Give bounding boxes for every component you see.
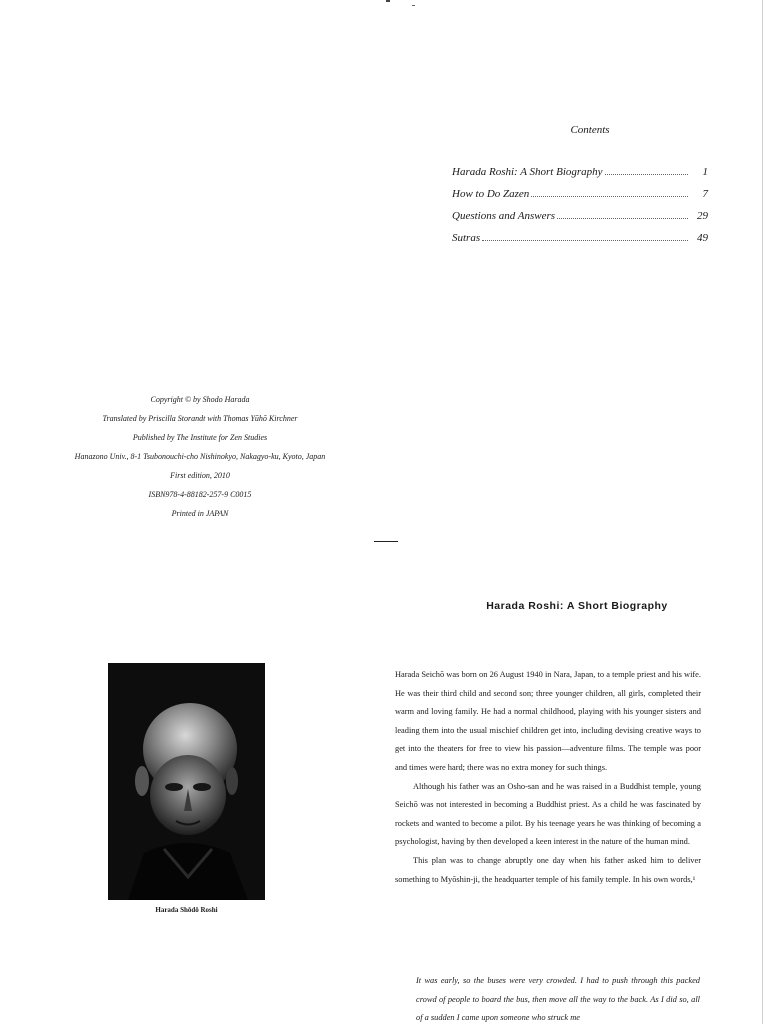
- page-divider: [374, 541, 398, 542]
- biography-heading: Harada Roshi: A Short Biography: [486, 600, 668, 612]
- page-mark: [386, 0, 390, 2]
- isbn-line: ISBN978-4-88182-257-9 C0015: [148, 490, 252, 499]
- translator-line: Translated by Priscilla Storandt with Thomas Yūhō Kirchner: [102, 414, 298, 423]
- biography-body: [395, 666, 701, 889]
- toc-leader-dots: [482, 240, 688, 241]
- toc-entry-page: 49: [697, 232, 708, 244]
- copyright-line: Copyright © by Shodo Harada: [150, 395, 250, 404]
- toc-entry-sutras[interactable]: [452, 232, 708, 254]
- toc-entry-page: 1: [702, 166, 708, 178]
- photo-caption: Harada Shōdō Roshi: [155, 906, 218, 914]
- toc-entry-zazen[interactable]: [452, 188, 708, 210]
- toc-entry-questions[interactable]: [452, 210, 708, 232]
- page-mark: [412, 5, 415, 6]
- toc-leader-dots: [605, 174, 688, 175]
- portrait-photo: [108, 663, 265, 900]
- toc-entry-title: Sutras: [452, 232, 481, 244]
- toc-entry-page: 29: [697, 210, 708, 222]
- toc-entry-page: 7: [702, 188, 708, 200]
- toc-leader-dots: [531, 196, 688, 197]
- scan-edge: [762, 0, 763, 1024]
- biography-paragraph: Harada Seichō was born on 26 August 1940 in Nara, Japan, to a temple priest and his wife. He was their third child and second son; three younger children, all girls, completed their warm and loving family. He had a normal childhood, playing with his younger sisters and leading them into the usual mischief children get into, including devising creative ways to get into the theaters for free to view his passion—adventure films. The temple was poor and times were hard; there was no extra money for such things.: [395, 670, 701, 772]
- copyright-block: [40, 390, 360, 523]
- address-line: Hanazono Univ., 8-1 Tsubonouchi-cho Nishinokyo, Nakagyo-ku, Kyoto, Japan: [74, 452, 326, 461]
- contents-heading: Contents: [570, 124, 610, 136]
- table-of-contents: [452, 166, 708, 254]
- toc-entry-biography[interactable]: [452, 166, 708, 188]
- toc-entry-title: Questions and Answers: [452, 210, 556, 222]
- toc-entry-title: Harada Roshi: A Short Biography: [452, 166, 603, 178]
- biography-paragraph: This plan was to change abruptly one day when his father asked him to deliver something to Myōshin-ji, the headquarter temple of his family temple. In his own words,¹: [395, 855, 701, 884]
- toc-leader-dots: [557, 218, 688, 219]
- printed-line: Printed in JAPAN: [171, 509, 229, 518]
- portrait-image: [108, 663, 265, 900]
- biography-quote: It was early, so the buses were very crowded. I had to push through this packed crowd of people to board the bus, then move all the way to the back. As I did so, all of a sudden I came upon someone who struck me: [416, 976, 700, 1023]
- publisher-line: Published by The Institute for Zen Studies: [132, 433, 268, 442]
- toc-entry-title: How to Do Zazen: [452, 188, 530, 200]
- edition-line: First edition, 2010: [170, 471, 230, 480]
- biography-paragraph: Although his father was an Osho-san and he was raised in a Buddhist temple, young Seichō was not interested in becoming a Buddhist priest. As a child he was fascinated by rockets and wanted to become a pilot. By his teenage years he was thinking of becoming a psychologist, having by then developed a keen interest in the nature of the human mind.: [395, 781, 701, 847]
